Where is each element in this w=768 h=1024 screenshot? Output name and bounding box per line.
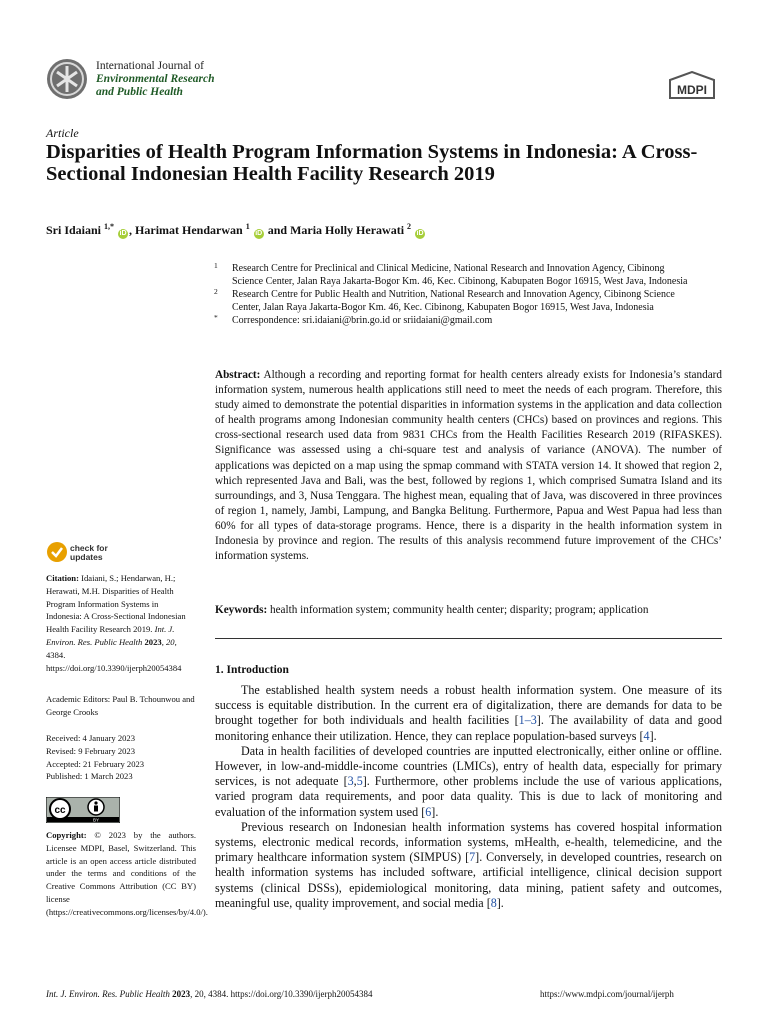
academic-editors: Academic Editors: Paul B. Tchounwou and George Crooks [46,694,195,717]
copyright-notice [46,829,208,919]
citation-journal: Int. J. Environ. Res. Public Health [46,624,175,647]
accepted-date: Accepted: 21 February 2023 [46,758,145,769]
footer-citation [46,989,372,999]
introduction-body [215,683,722,911]
paragraph [215,744,722,820]
keywords-label: Keywords: [215,604,268,616]
orcid-icon[interactable]: iD [416,230,424,237]
author-list [46,222,426,239]
affiliation-mark: 2 [214,287,218,296]
journal-logo [46,58,88,100]
copyright-label: Copyright: [46,830,87,840]
reference-link[interactable]: 7 [469,850,476,865]
reference-link[interactable]: 8 [490,895,497,910]
revised-date: Revised: 9 February 2023 [46,745,136,756]
check-updates-line2: updates [70,552,103,562]
affiliations [215,262,695,327]
orcid-icon[interactable]: iD [255,230,263,237]
paragraph [215,683,722,744]
reference-link[interactable]: 3 [347,774,354,789]
citation-label: Citation: [46,573,79,583]
author-affiliation-mark: 1 [245,222,250,231]
footer-year: 2023 [172,989,191,999]
affiliation-text: Research Centre for Preclinical and Clinical Medicine, National Research and Innovation Agency, Cibinong Science Center, Jalan Raya Jakarta-Bogor Km. 46, Kec. Cibinong, Kabupaten Bogor 16915, West Java, Indonesia [232,263,688,287]
publication-dates [46,732,196,783]
author-name[interactable]: Harimat Hendarwan [135,223,243,237]
text-run: ]. [649,728,657,743]
journal-name [96,60,215,99]
mdpi-logo [666,71,718,101]
published-date: Published: 1 March 2023 [46,771,133,782]
affiliation-mark: 1 [214,261,218,270]
text-run: , [353,774,357,789]
author-name[interactable]: Maria Holly Herawati [290,223,405,237]
affiliation-item [215,288,695,314]
reference-link[interactable]: 4 [643,728,650,743]
author-separator: , [129,223,136,237]
author-name[interactable]: Sri Idaiani [46,223,102,237]
citation-year: 2023 [144,636,162,647]
abstract-label: Abstract: [215,369,261,381]
text-run: ]. [431,804,439,819]
text-run: Data in health facilities of developed countries are inputted electronically, either online or offline. However, in low-and-middle-income countries (LMICs), entry of health data, especially for primary services, is not adequate [ [215,743,722,789]
citation-text: Idaiani, S.; Hendarwan, H.; Herawati, M.H. Disparities of Health Program Information Systems in Indonesia: A Cross-Sectional Indonesian Health Facility Research 2019. [46,573,186,635]
text-run: Previous research on Indonesian health information systems has covered hospital information systems, electronic medical records, information systems, mHealth, e-health, telemedicine, and the primary healthcare information system (SIMPUS) [ [215,819,722,865]
correspondence-item [215,314,695,327]
footer-journal-url[interactable]: https://www.mdpi.com/journal/ijerph [540,989,674,999]
paragraph [215,820,722,911]
reference-link[interactable]: 5 [356,774,363,789]
svg-text:MDPI: MDPI [677,83,707,97]
author-affiliation-mark: 2 [407,222,412,231]
keywords-text: health information system; community health center; disparity; program; application [267,604,649,616]
copyright-text: © 2023 by the authors. Licensee MDPI, Basel, Switzerland. This article is an open access article distributed under the terms and conditions of the Creative Commons Attribution (CC BY) license (https://creativecommons.org/licenses/by/4.0/). [46,830,208,917]
text-run: ]. [496,895,504,910]
received-date: Received: 4 January 2023 [46,733,136,743]
reference-link[interactable]: 1–3 [518,713,537,728]
section-heading: 1. Introduction [215,664,289,676]
abstract [215,368,722,564]
correspondence-text[interactable]: Correspondence: sri.idaiani@brin.go.id or sriidaiani@gmail.com [232,315,493,326]
journal-name-line2: Environmental Research [96,73,215,85]
text-run: ]. Conversely, in developed countries, research on health information systems has included software, artificial intelligence, clinical decision support systems (clinical DSSs), epidemiological monitoring, data mining, patient safety and outcomes, meaningful use, quality improvement, and social media [ [215,850,723,910]
affiliation-item [215,262,695,288]
reference-link[interactable]: 6 [425,804,432,819]
citation-volume: 20 [165,636,175,647]
citation: Citation: Idaiani, S.; Hendarwan, H.; Herawati, M.H. Disparities of Health Program Information Systems in Indonesia: A Cross-Sectional Indonesian Health Facility Research 2019. Int. J. Environ. Res. Public Health 2023, 20, 4384. https://doi.org/10.3390/ijerph20054384 [46,573,186,673]
abstract-text: Although a recording and reporting format for health centers already exists for Indonesia’s standard information system, numerous health applications still need to meet the needs of each program. Therefore, this study aimed to demonstrate the potential disparities in information systems in the application and data collection of health programs among Indonesian community health centers (CHCs) based on provinces and regions. This cross-sectional research used data from 9831 CHCs from the Health Facilities Research 2019 (RIFASKES). Significance was assessed using a chi-square test and analysis of variance (ANOVA). The number of applications was depicted on a map using the spmap command with STATA version 14. It showed that region 2, which represented Java and Bali, was the best, followed by regions 1, which comprised Sumatra Island and its surroundings, and 3, Nusa Tenggara. The highest mean, equaling that of Java, was discovered in three provinces of region 1, namely, Jambi, Lampung, and Bangka Belitung. Furthermore, Papua and West Papua had less than 60% for all types of data-storage programs. Hence, there is a disparity in the health information system in Indonesia by province and region. The results of this analysis recommend future improvement of the CHCs’ information systems. [215,369,722,563]
affiliation-mark: * [214,313,218,322]
section-divider [215,638,722,639]
text-run: The established health system needs a robust health information system. One measure of its success is equitable distribution. In the current era of digitalization, there are demands for data to be brought together for both individuals and health facilities [ [215,683,722,728]
check-updates-line1: check for [70,543,108,553]
article-type: Article [46,126,79,140]
check-for-updates-button[interactable] [70,544,108,562]
author-separator: and [264,223,291,237]
footer-doi[interactable]: , 20, 4384. https://doi.org/10.3390/ijerph20054384 [190,989,373,999]
journal-name-line3: and Public Health [96,86,183,98]
cc-by-license-icon[interactable] [46,797,120,823]
affiliation-text: Research Centre for Public Health and Nutrition, National Research and Innovation Agency, Cibinong Science Center, Jalan Raya Jakarta-Bogor Km. 46, Kec. Cibinong, Kabupaten Bogor 16915, West Java, Indonesia [232,289,675,313]
orcid-icon[interactable]: iD [119,230,127,237]
text-run: ]. Furthermore, other problems include the use of various applications, varied program data requirements, and poor data quality. This is due to lack of monitoring and evaluation of the information system used [ [215,774,722,819]
svg-text:cc: cc [54,805,66,816]
footer-journal: Int. J. Environ. Res. Public Health [46,989,170,999]
svg-text:BY: BY [92,817,100,823]
journal-name-line1: International Journal of [96,60,204,72]
check-for-updates-icon[interactable] [46,541,68,563]
author-affiliation-mark: 1,* [104,222,115,231]
keywords [215,604,722,616]
article-title: Disparities of Health Program Information Systems in Indonesia: A Cross-Sectional Indonesian Health Facility Research 2019 [46,141,698,185]
citation-doi[interactable]: , 4384. https://doi.org/10.3390/ijerph20054384 [46,636,182,673]
text-run: ]. The availability of data and good monitoring enhance their utilization. Hence, they can replace population-based surveys [ [215,713,722,743]
